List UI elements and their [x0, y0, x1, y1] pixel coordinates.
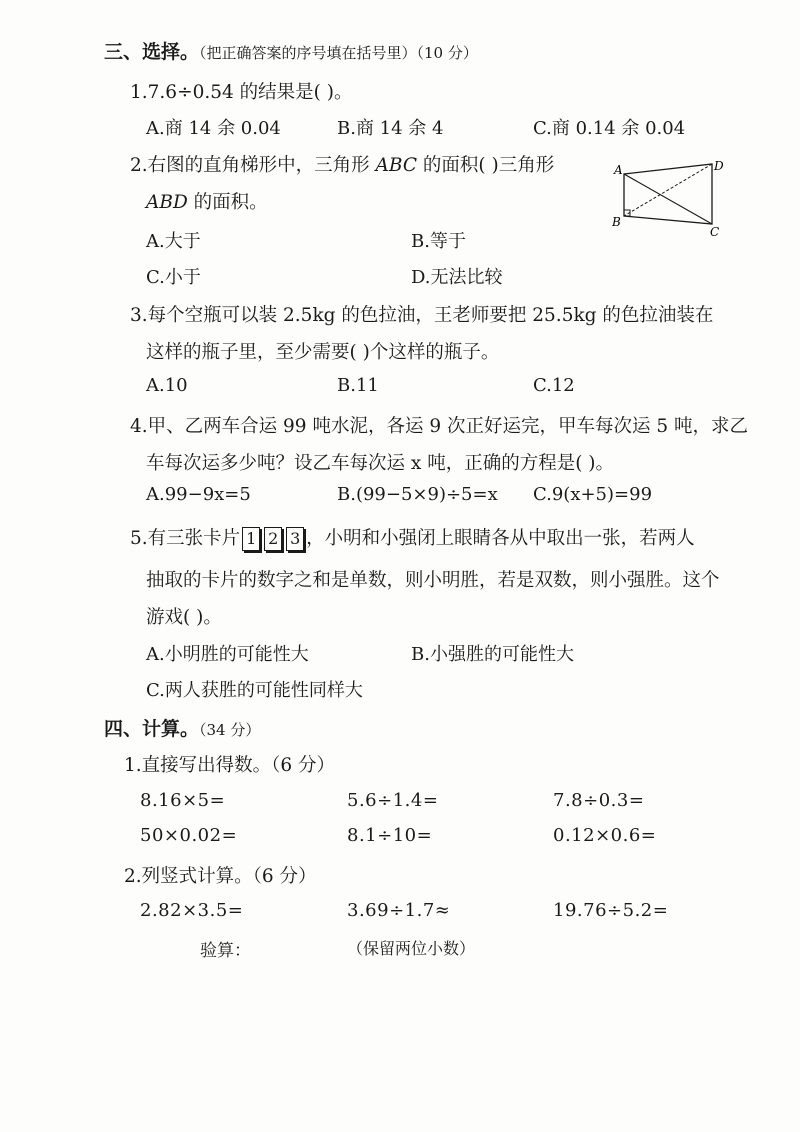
vertical-calc-3: 19.76÷5.2= [553, 900, 669, 921]
q2-option-a: A.大于 [146, 231, 201, 252]
q2-stem-part2: 的面积( )三角形 [417, 155, 555, 176]
calc-1-3: 7.8÷0.3= [553, 790, 645, 811]
part1-title: 1.直接写出得数。（6 分） [124, 755, 336, 776]
q5-stem-part-b: ，小明和小强闭上眼睛各从中取出一张，若两人 [306, 528, 695, 549]
section-3-heading: 三、选择。 [104, 41, 200, 63]
calc-1-1: 8.16×5= [140, 790, 226, 811]
q3-option-c: C.12 [533, 375, 575, 396]
card-1: 1 [242, 527, 260, 551]
q2-stem-line2 [146, 188, 268, 214]
diagonal-ac [624, 174, 712, 224]
q1-option-b: B.商 14 余 4 [337, 118, 444, 139]
q5-stem-part-a: 5.有三张卡片 [130, 528, 241, 549]
q5-option-a: A.小明胜的可能性大 [146, 644, 309, 665]
label-d: D [714, 159, 724, 173]
q4-option-c: C.9(x+5)=99 [533, 484, 653, 505]
calc-2-2: 8.1÷10= [347, 825, 433, 846]
q3-option-b: B.11 [337, 375, 379, 396]
trapezoid-figure [612, 158, 724, 238]
q5-option-c: C.两人获胜的可能性同样大 [146, 680, 363, 701]
label-b: B [612, 215, 621, 229]
label-a: A [614, 163, 623, 177]
vertical-calc-2: 3.69÷1.7≈ [347, 900, 451, 921]
q2-stem-abc: ABC [375, 155, 418, 176]
q5-stem-line1 [130, 524, 695, 551]
calc-1-2: 5.6÷1.4= [347, 790, 439, 811]
q1-stem: 1.7.6÷0.54 的结果是( )。 [130, 82, 353, 103]
q4-stem-line1: 4.甲、乙两车合运 99 吨水泥，各运 9 次正好运完，甲车每次运 5 吨，求乙 [130, 416, 749, 437]
card-2: 2 [264, 527, 282, 551]
label-c: C [710, 225, 720, 238]
part2-title: 2.列竖式计算。（6 分） [124, 866, 317, 887]
card-3: 3 [286, 527, 304, 551]
section-4-heading: 四、计算。 [104, 718, 200, 740]
q1-option-c: C.商 0.14 余 0.04 [533, 118, 686, 139]
rounding-note: （保留两位小数） [347, 939, 476, 958]
diagonal-bd [624, 164, 712, 216]
q5-option-b: B.小强胜的可能性大 [411, 644, 574, 665]
q2-stem-part1: 2.右图的直角梯形中，三角形 [130, 155, 376, 176]
q4-option-b: B.(99−5×9)÷5=x [337, 484, 498, 505]
q2-option-c: C.小于 [146, 267, 201, 288]
vertical-calc-1: 2.82×3.5= [140, 900, 244, 921]
section-3-note: （把正确答案的序号填在括号里）（10 分） [199, 44, 478, 62]
calc-2-1: 50×0.02= [140, 825, 238, 846]
q2-option-b: B.等于 [411, 231, 466, 252]
q5-stem-line2: 抽取的卡片的数字之和是单数，则小明胜，若是双数，则小强胜。这个 [146, 570, 720, 591]
q2-option-d: D.无法比较 [411, 267, 503, 288]
section-4-note: （34 分） [199, 721, 261, 739]
q3-stem-line1: 3.每个空瓶可以装 2.5kg 的色拉油，王老师要把 25.5kg 的色拉油装在 [130, 305, 714, 326]
q2-stem-abd: ABD [146, 192, 188, 213]
section-3-title [104, 37, 478, 64]
q3-stem-line2: 这样的瓶子里，至少需要( )个这样的瓶子。 [146, 342, 500, 363]
q2-stem-line1 [130, 151, 554, 177]
q1-option-a: A.商 14 余 0.04 [146, 118, 281, 139]
q2-stem-line2-text: 的面积。 [187, 192, 268, 213]
section-4-title [104, 714, 260, 741]
q4-stem-line2: 车每次运多少吨？设乙车每次运 x 吨，正确的方程是( )。 [146, 453, 615, 474]
q3-option-a: A.10 [146, 375, 188, 396]
calc-2-3: 0.12×0.6= [553, 825, 657, 846]
check-label: 验算： [200, 941, 251, 961]
q5-stem-line3: 游戏( )。 [146, 607, 222, 628]
q4-option-a: A.99−9x=5 [146, 484, 251, 505]
